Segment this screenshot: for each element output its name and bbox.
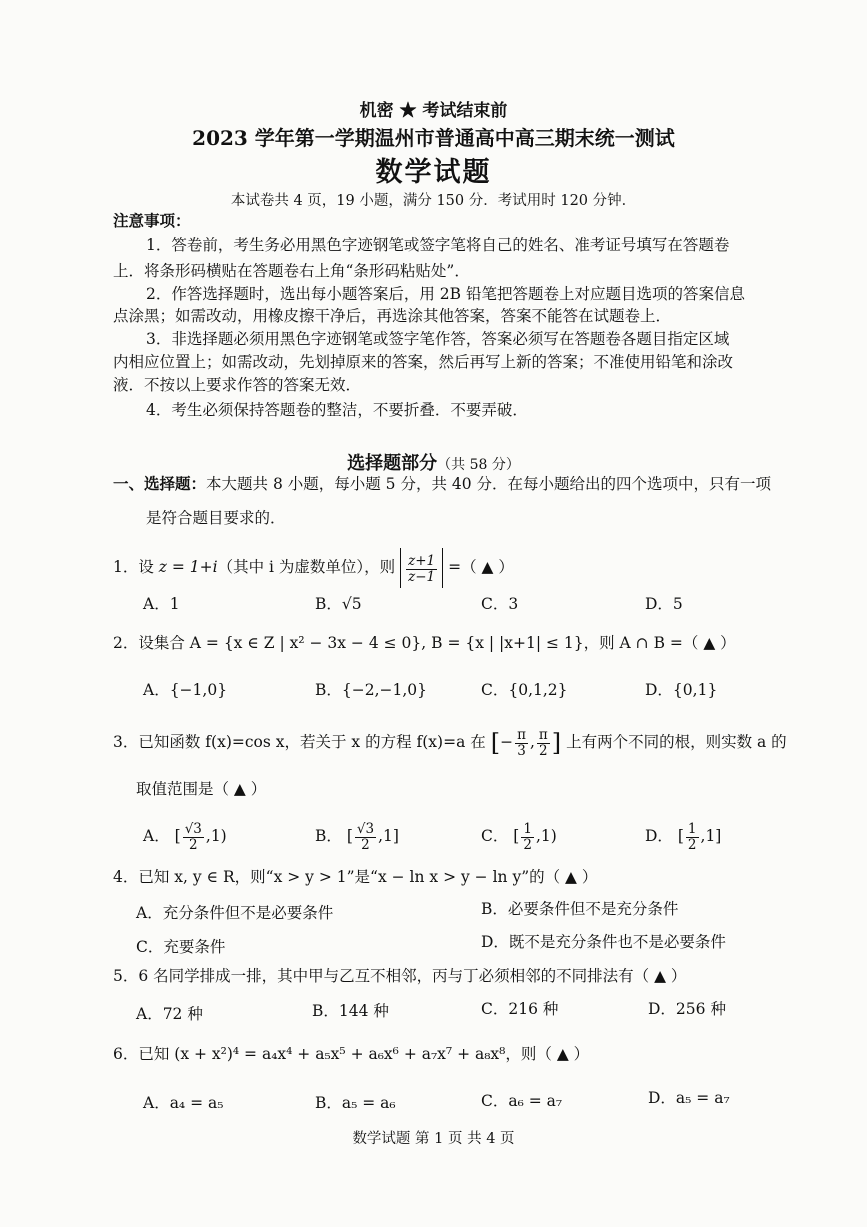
q1-post: =（ ▲ ）: [448, 558, 514, 576]
section-title: [0, 449, 867, 475]
q2-option-c: C．{0,1,2}: [481, 681, 568, 699]
exam-title: 2023 学年第一学期温州市普通高中高三期末统一测试: [192, 126, 675, 150]
note-line-3: 2．作答选择题时，选出每小题答案后，用 2B 铅笔把答题卷上对应题目选项的答案信息: [146, 285, 745, 303]
note-line-6: 内相应位置上；如需改动，先划掉原来的答案，然后再写上新的答案；不准使用铅笔和涂改: [113, 353, 734, 371]
q1-option-a: A．1: [143, 595, 180, 613]
q1-expr: z = 1+i: [158, 558, 218, 576]
question-4: 4．已知 x, y ∈ R，则“x > y > 1”是“x − ln x > y − ln y”的（ ▲ ）: [113, 868, 598, 886]
q1-abs-fraction: [400, 548, 443, 588]
section-score: （共 58 分）: [437, 457, 520, 473]
note-line-8: 4．考生必须保持答题卷的整洁，不要折叠．不要弄破．: [146, 401, 528, 419]
q5-option-c: C．216 种: [481, 1000, 559, 1018]
q3-post: 上有两个不同的根，则实数 a 的: [566, 733, 787, 751]
section-name: 选择题部分: [347, 453, 438, 474]
q6-option-d: D．a₅ = a₇: [648, 1089, 730, 1107]
part-desc: 本大题共 8 小题，每小题 5 分，共 40 分．在每小题给出的四个选项中，只有一项: [206, 475, 772, 493]
q1-denominator: z−1: [408, 568, 436, 585]
q1-option-c: C．3: [481, 595, 519, 613]
q3-pre: 3．已知函数 f(x)=cos x，若关于 x 的方程 f(x)=a 在: [113, 733, 486, 751]
q4-option-c: C．充要条件: [136, 938, 226, 956]
q1-pre: 1．设: [113, 558, 159, 576]
q2-option-d: D．{0,1}: [645, 681, 718, 699]
q1-numerator: z+1: [408, 552, 436, 569]
subject-title: 数学试题: [375, 157, 492, 188]
q1-option-d: D．5: [645, 595, 683, 613]
q2-option-b: B．{−2,−1,0}: [315, 681, 428, 699]
q5-option-b: B．144 种: [312, 1002, 389, 1020]
question-6: 6．已知 (x + x²)⁴ = a₄x⁴ + a₅x⁵ + a₆x⁶ + a₇x⁷ + a₈x⁸，则（ ▲ ）: [113, 1045, 590, 1063]
confidential-label: 机密 ★ 考试结束前: [359, 101, 508, 121]
q3-option-b: B． [ $\frac{√3}{2}$ ,1]: [315, 820, 399, 853]
q5-option-d: D．256 种: [648, 1000, 726, 1018]
q6-option-c: C．a₆ = a₇: [481, 1092, 563, 1110]
note-line-1: 1．答卷前，考生务必用黑色字迹钢笔或签字笔将自己的姓名、准考证号填写在答题卷: [146, 236, 730, 254]
q4-option-b: B．必要条件但不是充分条件: [481, 900, 679, 918]
q6-option-a: A．a₄ = a₅: [143, 1094, 224, 1112]
note-line-4: 点涂黑；如需改动，用橡皮擦干净后，再选涂其他答案，答案不能答在试题卷上．: [113, 307, 672, 325]
q4-option-a: A．充分条件但不是必要条件: [136, 904, 334, 922]
question-5: 5．6 名同学排成一排，其中甲与乙互不相邻，丙与丁必须相邻的不同排法有（ ▲ ）: [113, 967, 687, 985]
q1-mid: （其中 i 为虚数单位），则: [217, 558, 396, 576]
q3-option-a: A． [ $\frac{√3}{2}$ ,1): [143, 820, 227, 853]
q5-option-a: A．72 种: [136, 1005, 203, 1023]
q1-option-b: B．√5: [315, 595, 362, 613]
part-instructions: [113, 474, 771, 494]
notes-heading: 注意事项：: [113, 211, 191, 230]
part-label: 一、选择题：: [113, 474, 207, 493]
note-line-5: 3．非选择题必须用黑色字迹钢笔或签字笔作答，答案必须写在答题卷各题目指定区域: [146, 330, 730, 348]
note-line-7: 液．不按以上要求作答的答案无效．: [113, 376, 362, 394]
question-3-line2: 取值范围是（ ▲ ）: [136, 780, 267, 798]
q2-option-a: A．{−1,0}: [143, 681, 228, 699]
q3-option-d: D． [ $\frac{1}{2}$ ,1]: [645, 820, 722, 853]
q3-option-c: C． [ $\frac{1}{2}$ ,1): [481, 820, 557, 853]
question-2: 2．设集合 A = {x ∈ Z | x² − 3x − 4 ≤ 0}, B = {x | |x+1| ≤ 1}，则 A ∩ B =（ ▲ ）: [113, 634, 736, 652]
page-footer: 数学试题 第 1 页 共 4 页: [352, 1131, 515, 1147]
part-instructions-2: 是符合题目要求的．: [146, 509, 286, 527]
question-1: [113, 547, 514, 588]
q6-option-b: B．a₅ = a₆: [315, 1094, 396, 1112]
exam-info: 本试卷共 4 页，19 小题，满分 150 分．考试用时 120 分钟．: [230, 193, 637, 209]
q4-option-d: D．既不是充分条件也不是必要条件: [481, 933, 726, 951]
question-3: 3．已知函数 f(x)=cos x，若关于 x 的方程 f(x)=a 在 [− $\frac{\pi}{3}$ , $\frac{\pi}{2}$ ] 上有两个不同的根，则实数 a 的: [113, 726, 787, 759]
note-line-2: 上．将条形码横贴在答题卷右上角“条形码粘贴处”．: [113, 262, 470, 280]
